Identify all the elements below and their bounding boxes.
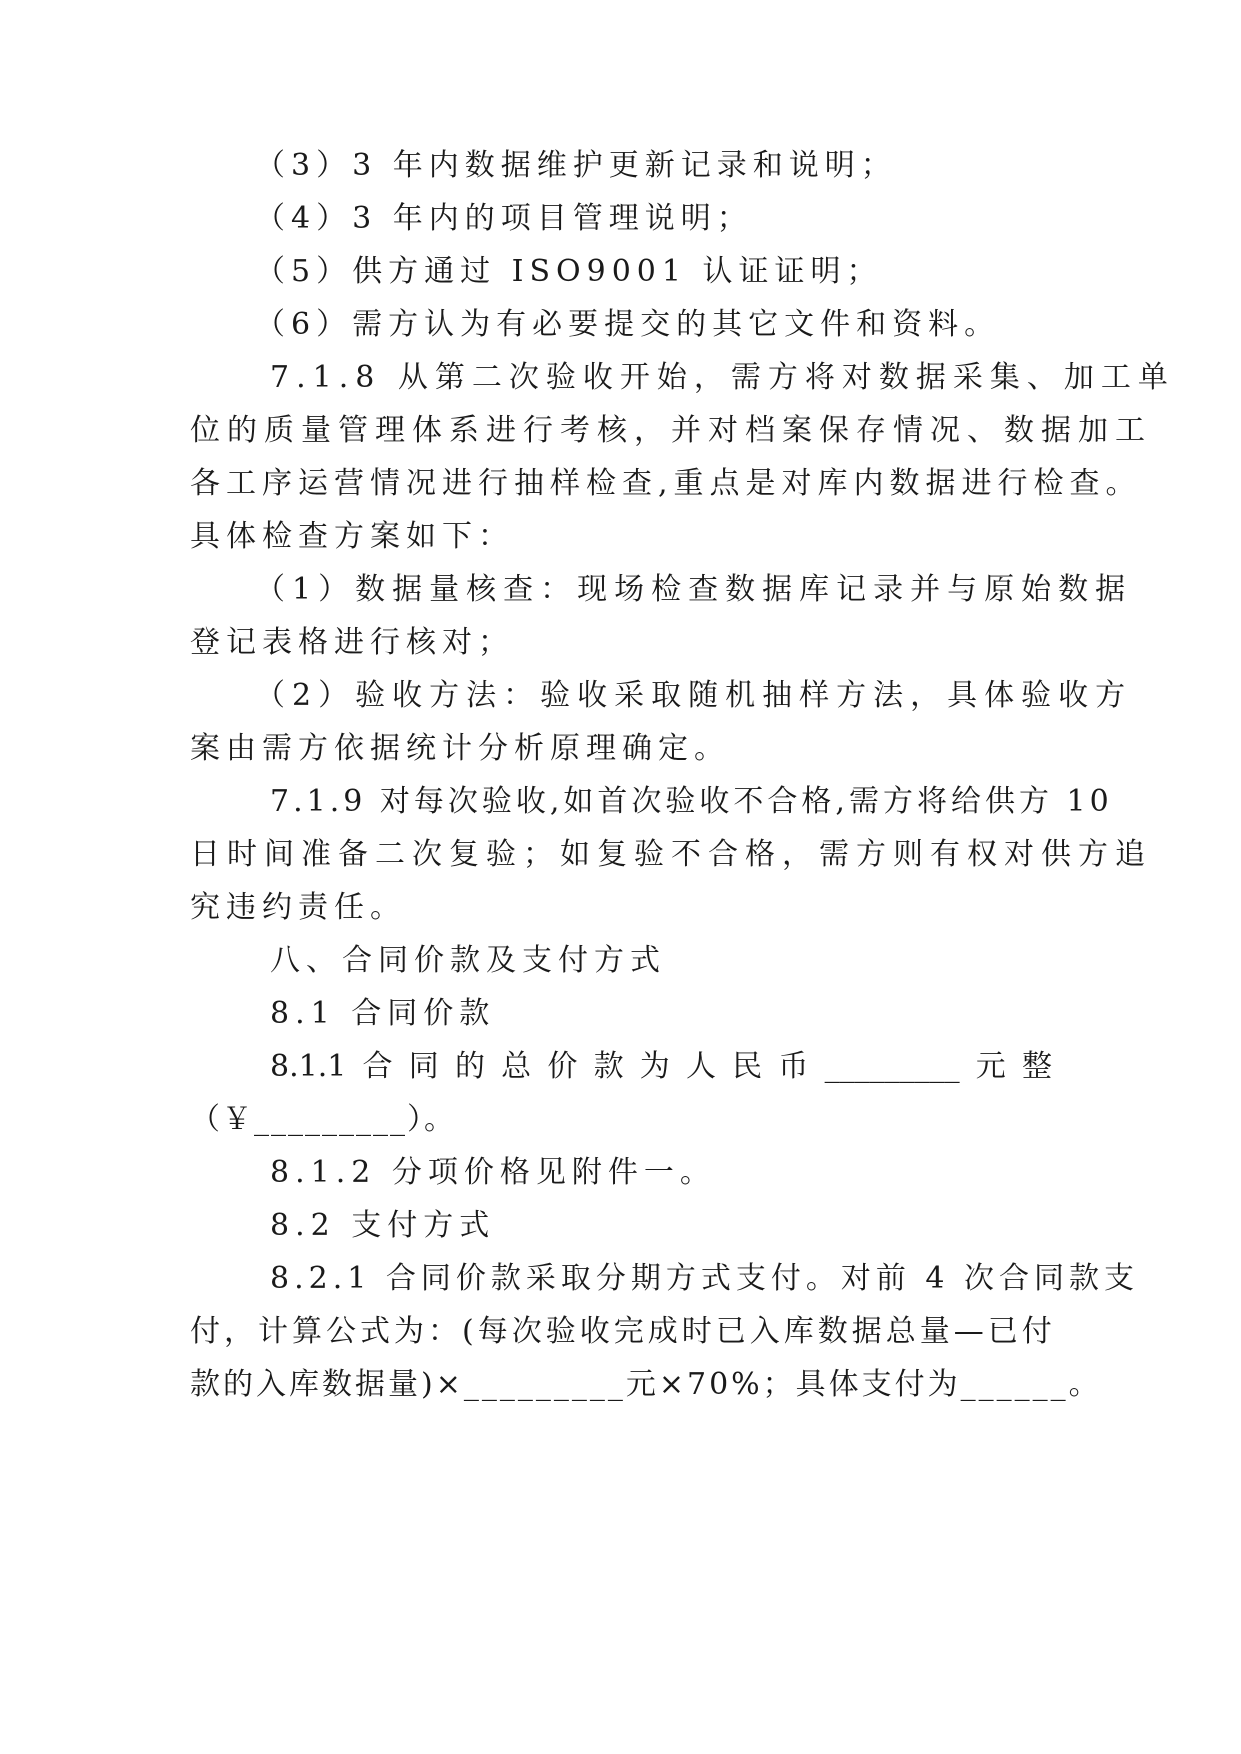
text-line: 款的入库数据量)×_________元×70%；具体支付为______。 bbox=[190, 1367, 1102, 1402]
text-line: 8.1.2 分项价格见附件一。 bbox=[270, 1155, 716, 1190]
text-line: 究违约责任。 bbox=[190, 890, 406, 925]
text-line: 案由需方依据统计分析原理确定。 bbox=[190, 731, 730, 766]
text-line: 8.2.1 合同价款采取分期方式支付。对前 4 次合同款支 bbox=[270, 1261, 1140, 1296]
justified-line bbox=[270, 1047, 1052, 1087]
text-line: 7.1.9 对每次验收,如首次验收不合格,需方将给供方 10 bbox=[270, 784, 1113, 819]
text-line: 付，计算公式为：(每次验收完成时已入库数据总量—已付 bbox=[190, 1314, 1056, 1349]
text-word: 合 bbox=[362, 1049, 393, 1084]
text-word: 币 bbox=[778, 1049, 809, 1084]
text-word: 元 bbox=[975, 1049, 1006, 1084]
text-line: 具体检查方案如下： bbox=[190, 519, 514, 554]
text-line: （3）3 年内数据维护更新记录和说明； bbox=[255, 148, 897, 183]
text-line: （5）供方通过 ISO9001 认证证明； bbox=[255, 254, 883, 289]
text-word: 总 bbox=[501, 1049, 532, 1084]
text-word: 为 bbox=[639, 1049, 670, 1084]
subsection-heading: 8.1 合同价款 bbox=[270, 996, 496, 1031]
blank-underline: _________ bbox=[824, 1049, 960, 1084]
text-word: 的 bbox=[454, 1049, 485, 1084]
text-word: 人 bbox=[685, 1049, 716, 1084]
section-heading: 八、合同价款及支付方式 bbox=[270, 943, 666, 978]
text-line: 登记表格进行核对； bbox=[190, 625, 514, 660]
text-word: 价 bbox=[547, 1049, 578, 1084]
text-line: 位的质量管理体系进行考核，并对档案保存情况、数据加工 bbox=[190, 413, 1152, 448]
text-word: 款 bbox=[593, 1049, 624, 1084]
subsection-heading: 8.2 支付方式 bbox=[270, 1208, 496, 1243]
text-line: （2）验收方法：验收采取随机抽样方法，具体验收方 bbox=[255, 678, 1133, 713]
text-line: 各工序运营情况进行抽样检查,重点是对库内数据进行检查。 bbox=[190, 466, 1142, 501]
text-word: 8.1.1 bbox=[270, 1049, 347, 1084]
text-line: （￥_________）。 bbox=[190, 1102, 456, 1137]
text-line: 7.1.8 从第二次验收开始，需方将对数据采集、加工单 bbox=[270, 360, 1175, 395]
text-word: 民 bbox=[732, 1049, 763, 1084]
text-line: （4）3 年内的项目管理说明； bbox=[255, 201, 753, 236]
text-word: 同 bbox=[408, 1049, 439, 1084]
text-line: （1）数据量核查：现场检查数据库记录并与原始数据 bbox=[255, 572, 1133, 607]
text-line: 日时间准备二次复验；如复验不合格，需方则有权对供方追 bbox=[190, 837, 1152, 872]
text-word: 整 bbox=[1021, 1049, 1052, 1084]
text-line: （6）需方认为有必要提交的其它文件和资料。 bbox=[255, 307, 1001, 342]
